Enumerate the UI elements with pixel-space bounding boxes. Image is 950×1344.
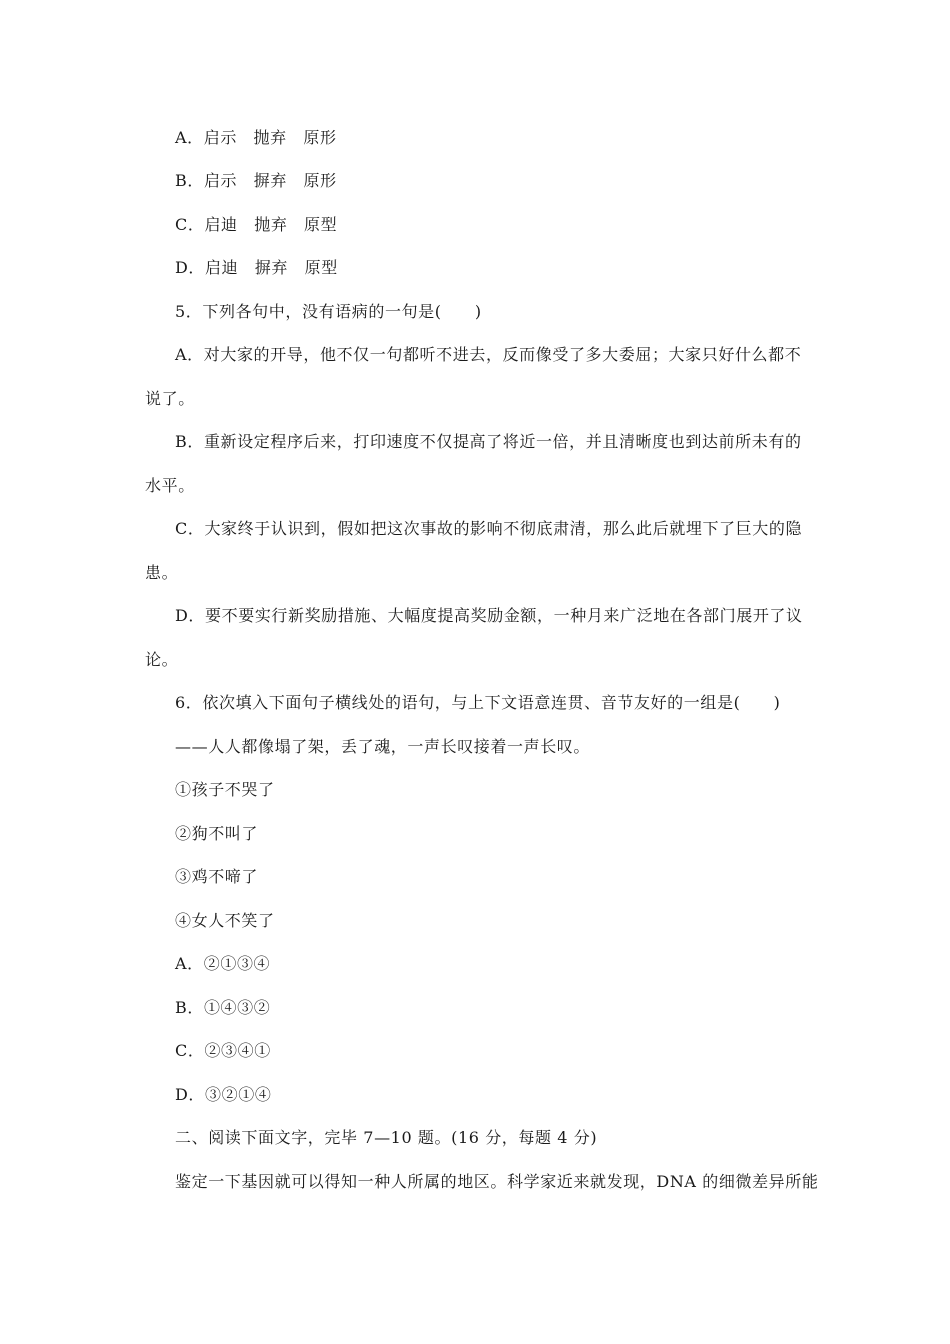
q5-option-d-cont: 论。 (145, 650, 179, 669)
q4-option-d: D．启迪 摒弃 原型 (175, 258, 338, 277)
q4-option-a: A．启示 抛弃 原形 (175, 128, 337, 147)
q4-option-c: C．启迪 抛弃 原型 (175, 215, 338, 234)
q6-option-b: B．①④③② (175, 998, 271, 1017)
q6-stem: 6．依次填入下面句子横线处的语句，与上下文语意连贯、音节友好的一组是( ) (175, 693, 781, 712)
q5-option-a-cont: 说了。 (145, 389, 195, 408)
q5-option-b-cont: 水平。 (145, 476, 195, 495)
section2-passage-start: 鉴定一下基因就可以得知一种人所属的地区。科学家近来就发现，DNA 的细微差异所能 (175, 1172, 819, 1191)
q6-item-1: ①孩子不哭了 (175, 780, 275, 799)
q5-option-c: C．大家终于认识到，假如把这次事故的影响不彻底肃清，那么此后就埋下了巨大的隐 (175, 519, 803, 538)
q6-option-c: C．②③④① (175, 1041, 271, 1060)
section2-heading: 二、阅读下面文字，完毕 7—10 题。(16 分，每题 4 分) (175, 1128, 598, 1147)
q6-item-4: ④女人不笑了 (175, 911, 275, 930)
q5-option-a: A．对大家的开导，他不仅一句都听不进去，反而像受了多大委屈；大家只好什么都不 (175, 345, 802, 364)
q6-passage: ——人人都像塌了架，丢了魂，一声长叹接着一声长叹。 (175, 737, 591, 756)
q5-option-c-cont: 患。 (145, 563, 179, 582)
q5-stem: 5．下列各句中，没有语病的一句是( ) (175, 302, 482, 321)
q4-option-b: B．启示 摒弃 原形 (175, 171, 337, 190)
q6-item-2: ②狗不叫了 (175, 824, 259, 843)
q6-option-a: A．②①③④ (175, 954, 271, 973)
q6-option-d: D．③②①④ (175, 1085, 272, 1104)
q6-item-3: ③鸡不啼了 (175, 867, 259, 886)
q5-option-b: B．重新设定程序后来，打印速度不仅提高了将近一倍，并且清晰度也到达前所未有的 (175, 432, 802, 451)
q5-option-d: D．要不要实行新奖励措施、大幅度提高奖励金额，一种月来广泛地在各部门展开了议 (175, 606, 803, 625)
